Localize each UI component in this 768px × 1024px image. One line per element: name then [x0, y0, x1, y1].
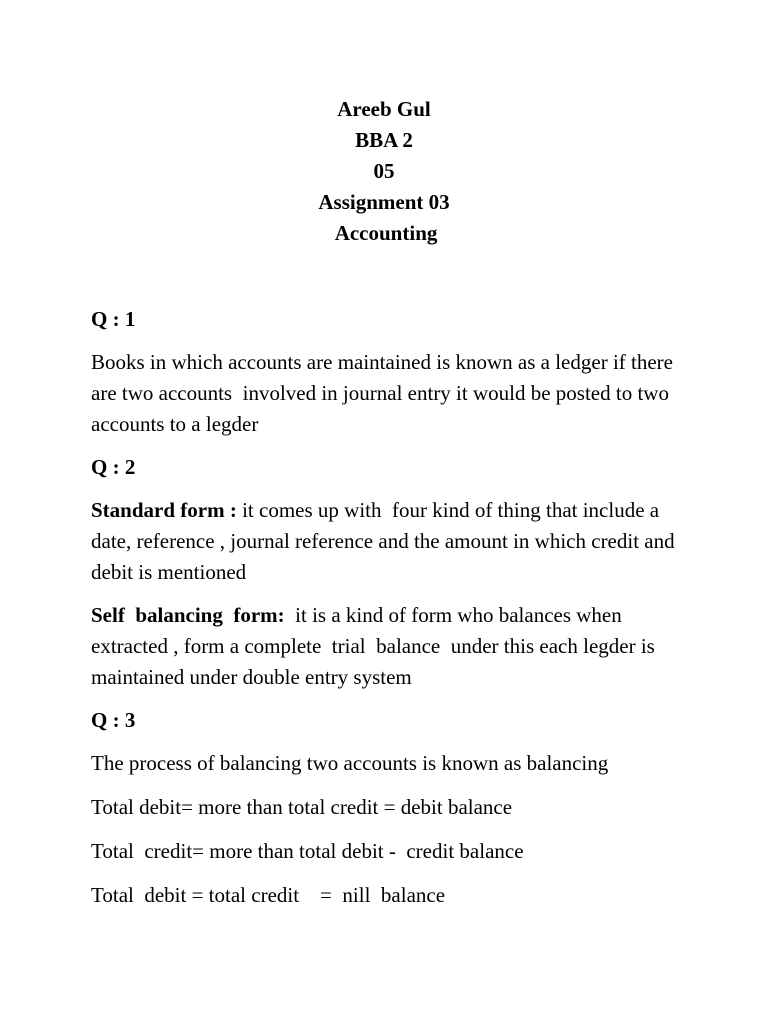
program: BBA 2: [355, 128, 413, 152]
debit-balance-rule: Total debit= more than total credit = debit balance: [91, 795, 513, 819]
self-balancing-term: Self balancing form:: [91, 603, 285, 627]
subject: Accounting: [330, 221, 438, 245]
title-block: [0, 94, 768, 249]
credit-balance-rule: Total credit= more than total debit - credit balance: [91, 839, 524, 863]
question-2-label: Q : 2: [91, 455, 136, 479]
nil-balance-rule: Total debit = total credit = nill balance: [91, 883, 446, 907]
question-3-label: Q : 3: [91, 708, 136, 732]
assignment-title: Assignment 03: [318, 190, 450, 214]
question-1-answer: Books in which accounts are maintained is known as a ledger if there are two accounts involved in journal entry it would be posted to two accounts to a legder: [91, 350, 679, 436]
balancing-intro: The process of balancing two accounts is known as balancing: [91, 751, 609, 775]
standard-form-paragraph: [91, 495, 691, 588]
self-balancing-paragraph: [91, 600, 691, 693]
standard-form-text: it comes up with four kind of thing that include a date, reference , journal reference and the amount in which credit and debit is mentioned: [91, 498, 680, 584]
self-balancing-text: it is a kind of form who balances when extracted , form a complete trial balance under this each legder is maintained under double entry system: [91, 603, 661, 689]
roll-number: 05: [373, 159, 395, 183]
standard-form-term: Standard form :: [91, 498, 237, 522]
question-1-label: Q : 1: [91, 307, 136, 331]
document-body: [91, 304, 691, 924]
student-name: Areeb Gul: [337, 97, 431, 121]
